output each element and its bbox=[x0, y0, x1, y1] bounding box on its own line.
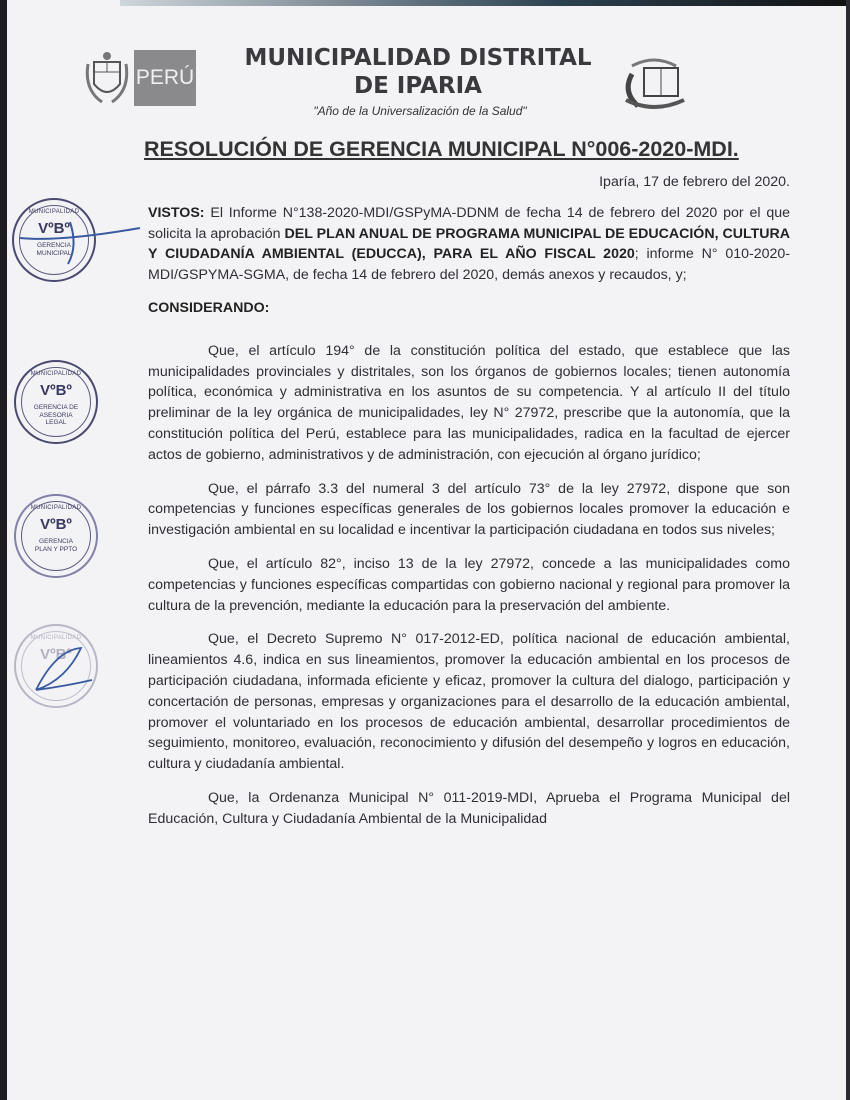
scan-edge-left bbox=[0, 0, 7, 1100]
vistos-text-end: ; informe N° 010-2020-MDI/GSPYMA-SGMA, de fecha 14 de febrero del 2020, demás anexos y recaudos, y; bbox=[148, 246, 791, 284]
year-motto: "Año de la Universalización de la Salud" bbox=[313, 104, 527, 118]
approval-stamp-gerencia-municipal: MUNICIPALIDAD VºBº GERENCIA MUNICIPAL bbox=[12, 198, 96, 282]
approval-stamp-planeamiento: MUNICIPALIDAD VºBº GERENCIA PLAN Y PPTO bbox=[14, 494, 98, 578]
vistos-paragraph bbox=[148, 203, 790, 286]
approval-stamp-asesoria-legal: MUNICIPALIDAD VºBº GERENCIA DE ASESORIA LEGAL bbox=[14, 360, 98, 444]
considerando-paragraph: Que, el artículo 194° de la constitución política del estado, que establece que las municipalidades provinciales y distritales, son los órganos de gobiernos locales; tienen autonomía política, económica y administrativa en los asuntos de su competencia. Y al artículo II del título preliminar de la ley orgánica de municipalidades, ley N° 27972, prescribe que la autonomía, que la constitución política del Perú, establece para las municipalidades, radica en la facultad de ejercer actos de gobierno, administrativos y de administración, con ejecución al órgano jurídico; bbox=[148, 342, 790, 463]
resolution-date: Iparía, 17 de febrero del 2020. bbox=[599, 174, 790, 190]
stamp-vb: VºBº bbox=[38, 220, 70, 237]
signature-icon bbox=[20, 216, 146, 266]
municipality-name bbox=[228, 44, 608, 100]
signature-icon bbox=[26, 640, 96, 700]
resolution-body bbox=[148, 172, 790, 843]
municipality-line1: MUNICIPALIDAD DISTRITAL bbox=[244, 45, 592, 71]
considerando-paragraph: Que, el artículo 82°, inciso 13 de la ley 27972, concede a las municipalidades como competencias y funciones específicas compartidas con gobierno nacional y regional para promover la cultura de la prevención, mediante la educación para la preservación del ambiente. bbox=[148, 555, 790, 614]
considerando-paragraph: Que, el párrafo 3.3 del numeral 3 del artículo 73° de la ley 27972, dispone que son competencias y funciones específicas generales de los gobiernos locales promover la educación e investigación ambiental en su localidad e incentivar la participación ciudadana en todos sus niveles; bbox=[148, 480, 790, 539]
vistos-label: VISTOS: bbox=[148, 204, 205, 221]
approval-stamp-faint: MUNICIPALIDAD VºBº bbox=[14, 624, 98, 708]
stamp-office: GERENCIA MUNICIPAL bbox=[36, 242, 72, 257]
peru-brand-logo: PERÚ bbox=[134, 50, 196, 106]
vistos-text: El Informe N°138-2020-MDI/GSPyMA-DDNM de fecha 14 de febrero del 2020 por el que solicita la aprobación bbox=[148, 204, 790, 242]
considerando-paragraph: Que, el Decreto Supremo N° 017-2012-ED, política nacional de educación ambiental, lineamientos 4.6, indica en sus lineamientos, promover la educación ambiental en los procesos de participación ciudadana, informada eficiente y eficaz, promover la cultura del dialogo, participación y concertación de personas, empresas y organizaciones para el desarrollo de la educación ambiental, promover el voluntariado en los procesos de educación ambiental, desarrollar procedimientos de seguimiento, monitoreo, evaluación, reconocimiento y difusión del desempeño y logros en educación, cultura y ciudadanía ambiental. bbox=[148, 631, 790, 773]
municipality-line2: DE IPARIA bbox=[354, 73, 482, 99]
iparia-coat-of-arms-icon bbox=[618, 52, 690, 114]
scan-edge-top bbox=[120, 0, 850, 6]
considerando-heading bbox=[148, 298, 790, 319]
stamp-office: GERENCIA PLAN Y PPTO bbox=[34, 538, 78, 553]
considerando-label: CONSIDERANDO: bbox=[148, 299, 270, 316]
peru-coat-of-arms-icon bbox=[84, 50, 130, 108]
stamp-vb: VºBº bbox=[40, 516, 72, 533]
stamp-vb: VºBº bbox=[40, 382, 72, 399]
resolution-title: RESOLUCIÓN DE GERENCIA MUNICIPAL N°006-2020-MDI. bbox=[144, 137, 739, 161]
stamp-office: GERENCIA DE ASESORIA LEGAL bbox=[33, 404, 79, 426]
scan-edge-right bbox=[846, 0, 850, 1100]
stamp-vb: VºBº bbox=[40, 646, 72, 663]
considerando-paragraph: Que, la Ordenanza Municipal N° 011-2019-MDI, Aprueba el Programa Municipal del Educación, Cultura y Ciudadanía Ambiental de la Municipalidad bbox=[148, 789, 790, 827]
vistos-plan-name: DEL PLAN ANUAL DE PROGRAMA MUNICIPAL DE EDUCACIÓN, CULTURA Y CIUDADANÍA AMBIENTAL (EDUCCA), PARA EL AÑO FISCAL 2020 bbox=[148, 225, 791, 263]
